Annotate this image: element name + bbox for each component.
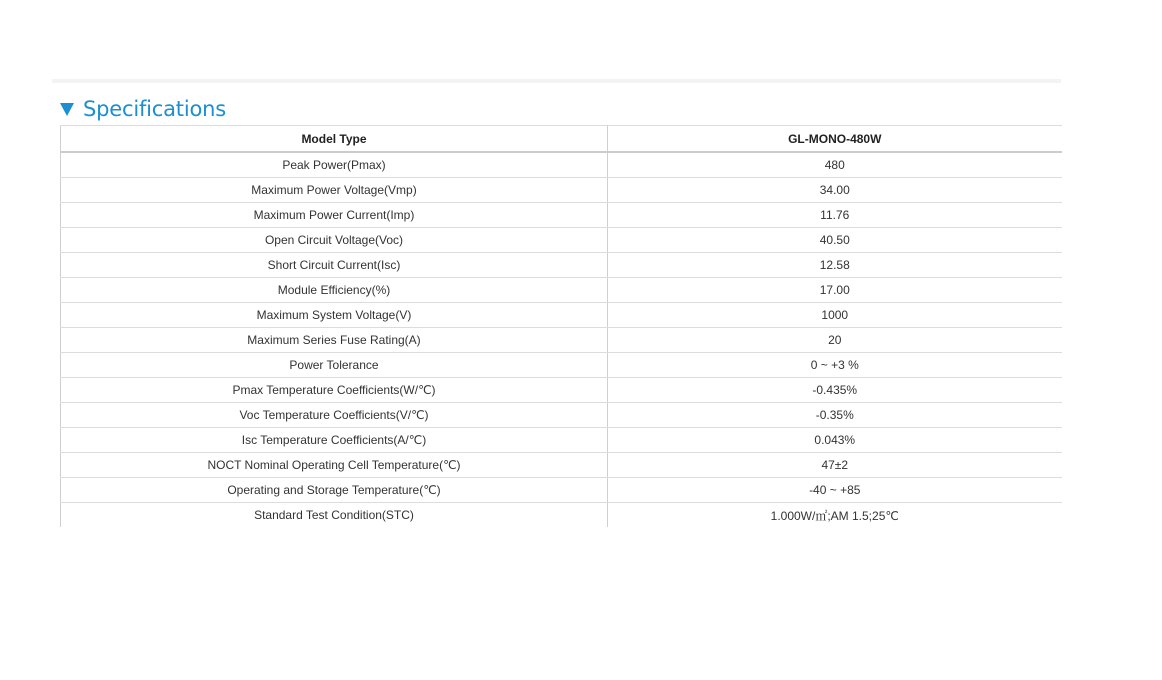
row-value: 17.00 [608, 278, 1062, 303]
row-value: 1.000W/㎡;AM 1.5;25℃ [770, 508, 899, 523]
row-value: 40.50 [608, 228, 1062, 253]
table-row [61, 203, 1062, 228]
section-title: Specifications [83, 97, 226, 121]
header-label: Model Type [61, 126, 608, 153]
row-value: 0 ~ +3 % [608, 353, 1062, 378]
row-label: Open Circuit Voltage(Voc) [61, 228, 608, 253]
table-row [61, 503, 1062, 528]
specifications-table [60, 125, 1062, 527]
table-row [61, 478, 1062, 503]
row-value: 20 [608, 328, 1062, 353]
row-value: 12.58 [608, 253, 1062, 278]
row-label: Pmax Temperature Coefficients(W/℃) [61, 378, 608, 403]
row-value: 0.043% [608, 428, 1062, 453]
header-value: GL-MONO-480W [608, 126, 1062, 153]
row-label: NOCT Nominal Operating Cell Temperature(℃) [61, 453, 608, 478]
triangle-down-icon[interactable] [60, 103, 74, 116]
table-row [61, 228, 1062, 253]
table-header-row [61, 126, 1062, 153]
row-label: Voc Temperature Coefficients(V/℃) [61, 403, 608, 428]
row-label: Isc Temperature Coefficients(A/℃) [61, 428, 608, 453]
row-value: 480 [608, 152, 1062, 178]
table-row [61, 428, 1062, 453]
row-value: 47±2 [608, 453, 1062, 478]
table-row [61, 278, 1062, 303]
row-value: -0.35% [608, 403, 1062, 428]
row-value: 34.00 [608, 178, 1062, 203]
table-row [61, 353, 1062, 378]
row-label: Power Tolerance [61, 353, 608, 378]
row-label: Operating and Storage Temperature(℃) [61, 478, 608, 503]
table-row [61, 328, 1062, 353]
row-value: 1000 [608, 303, 1062, 328]
row-label: Module Efficiency(%) [61, 278, 608, 303]
table-row [61, 178, 1062, 203]
table-row [61, 403, 1062, 428]
table-row [61, 453, 1062, 478]
top-divider [52, 79, 1061, 83]
row-label: Maximum Power Voltage(Vmp) [61, 178, 608, 203]
row-value: 11.76 [608, 203, 1062, 228]
row-label: Maximum System Voltage(V) [61, 303, 608, 328]
row-label: Peak Power(Pmax) [61, 152, 608, 178]
table-row [61, 152, 1062, 178]
row-label: Standard Test Condition(STC) [61, 503, 608, 528]
table-row [61, 378, 1062, 403]
row-value: -0.435% [608, 378, 1062, 403]
row-value: -40 ~ +85 [608, 478, 1062, 503]
specifications-header[interactable] [60, 94, 226, 124]
row-label: Maximum Power Current(Imp) [61, 203, 608, 228]
table-row [61, 253, 1062, 278]
row-label: Maximum Series Fuse Rating(A) [61, 328, 608, 353]
row-label: Short Circuit Current(Isc) [61, 253, 608, 278]
table-row [61, 303, 1062, 328]
